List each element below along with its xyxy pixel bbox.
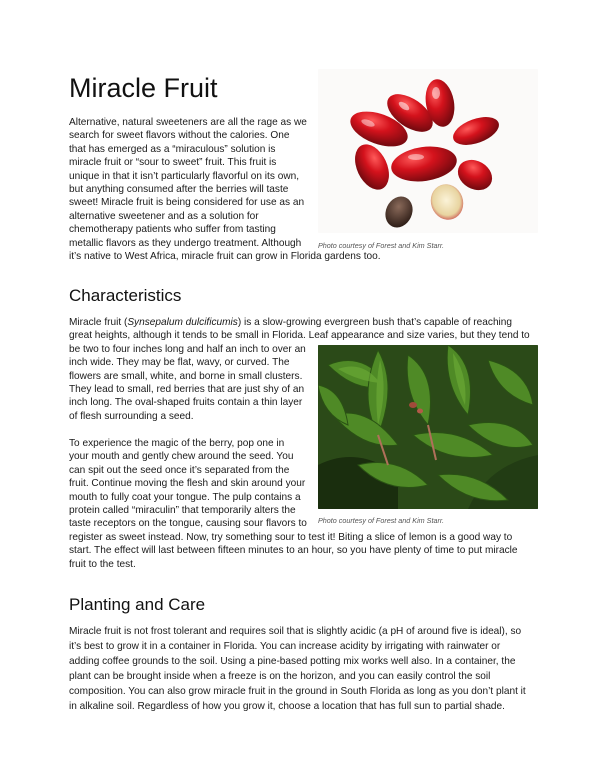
- intro-line: alternative sweetener and as a solution for: [69, 210, 259, 222]
- paragraph-line: protein called “miraculin” that temporarily alters the: [69, 505, 296, 516]
- section-heading-planting: Planting and Care: [69, 595, 206, 614]
- paragraph-line: They lead to small, red berries that are just shy of an: [69, 384, 305, 395]
- intro-line: that has emerged as a “miraculous” solution is: [69, 143, 276, 155]
- intro-line: sweet! Miracle fruit is being considered for use as an: [69, 197, 305, 209]
- paragraph-line: Miracle fruit is not frost tolerant and requires soil that is slightly acidic (a pH of around five is ideal), so: [69, 626, 522, 637]
- paragraph-line: composition. You can also grow miracle fruit in the ground in South Florida as long as you don’t plant it: [69, 686, 526, 697]
- paragraph-line: of flesh surrounding a seed.: [69, 410, 194, 422]
- intro-line: miracle fruit or “sour to sweet” fruit. This fruit is: [69, 157, 277, 169]
- cut-berry: [426, 180, 468, 225]
- paragraph-line: To experience the magic of the berry, pop one in: [69, 438, 285, 449]
- intro-line: but anything consumed after the berries will taste: [69, 184, 289, 195]
- paragraph-line: inch long. The oval-shaped fruits contain a thin layer: [69, 397, 303, 409]
- berry: [348, 139, 395, 195]
- paragraph-line: plant can be brought inside when a freeze is on the horizon, and you can easily control the soil: [69, 671, 491, 682]
- paragraph-line: it’s best to grow it in a container in Florida. You can increase acidity by irrigating with rainwater or: [69, 641, 501, 652]
- paragraph-line: mouth to fully coat your tongue. The pulp contains a: [69, 491, 301, 503]
- intro-line: metallic flavors as they undergo treatment. Although: [69, 237, 302, 249]
- intro-line: chemotherapy patients who suffer from tasting: [69, 224, 276, 236]
- paragraph-line: Miracle fruit (Synsepalum dulcificumis) is a slow-growing evergreen bush that’s capable of reaching: [69, 317, 513, 328]
- paragraph-line: your mouth and gently chew around the seed. You: [69, 451, 294, 463]
- paragraph-line: be two to four inches long and half an inch to over an: [69, 343, 306, 355]
- intro-line: search for sweet flavors without the calories. One: [69, 130, 290, 142]
- section-heading-characteristics: Characteristics: [69, 286, 182, 305]
- berry: [449, 112, 502, 151]
- page-title: Miracle Fruit: [69, 73, 218, 103]
- leaves-photo: [318, 345, 538, 509]
- paragraph-line: adding coffee grounds to the soil. Using a pine-based potting mix works well also. In a container, the: [69, 656, 516, 667]
- paragraph-line: taste receptors on the tongue, causing sour flavors to: [69, 518, 307, 530]
- berries-photo: [318, 69, 538, 233]
- intro-line: unique in that it isn’t particularly flavorful on its own,: [69, 170, 300, 182]
- paragraph-line: register as sweet instead. Now, try something sour to test it! Biting a slice of lemon is a good way to: [69, 531, 513, 543]
- intro-line: Alternative, natural sweeteners are all the rage as we: [69, 117, 307, 128]
- seed: [380, 192, 417, 232]
- paragraph-line: inch wide. They may be flat, wavy, or curved. The: [69, 357, 290, 369]
- paragraph-line: in alkaline soil. Regardless of how you grow it, choose a location that has full sun to partial shade.: [69, 701, 505, 712]
- photo-caption: Photo courtesy of Forest and Kim Starr.: [318, 241, 444, 250]
- berry: [452, 154, 497, 196]
- paragraph-line: fruit to the test.: [69, 558, 136, 570]
- berry: [389, 143, 459, 186]
- paragraph-line: great heights, although it tends to be small in Florida. Leaf appearance and size varies, but they tend to: [69, 330, 530, 342]
- paragraph-line: fruit. Continue moving the flesh and skin around your: [69, 478, 306, 490]
- paragraph-line: start. The effect will last between fifteen minutes to an hour, so you have plenty of time to put miracle: [69, 545, 518, 557]
- paragraph-line: flowers are small, white, and borne in small clusters.: [69, 370, 303, 382]
- photo-caption: Photo courtesy of Forest and Kim Starr.: [318, 516, 444, 525]
- paragraph-line: can spit out the seed once it’s separated from the: [69, 464, 290, 476]
- intro-line: it’s native to West Africa, miracle fruit can grow in Florida gardens too.: [69, 251, 381, 262]
